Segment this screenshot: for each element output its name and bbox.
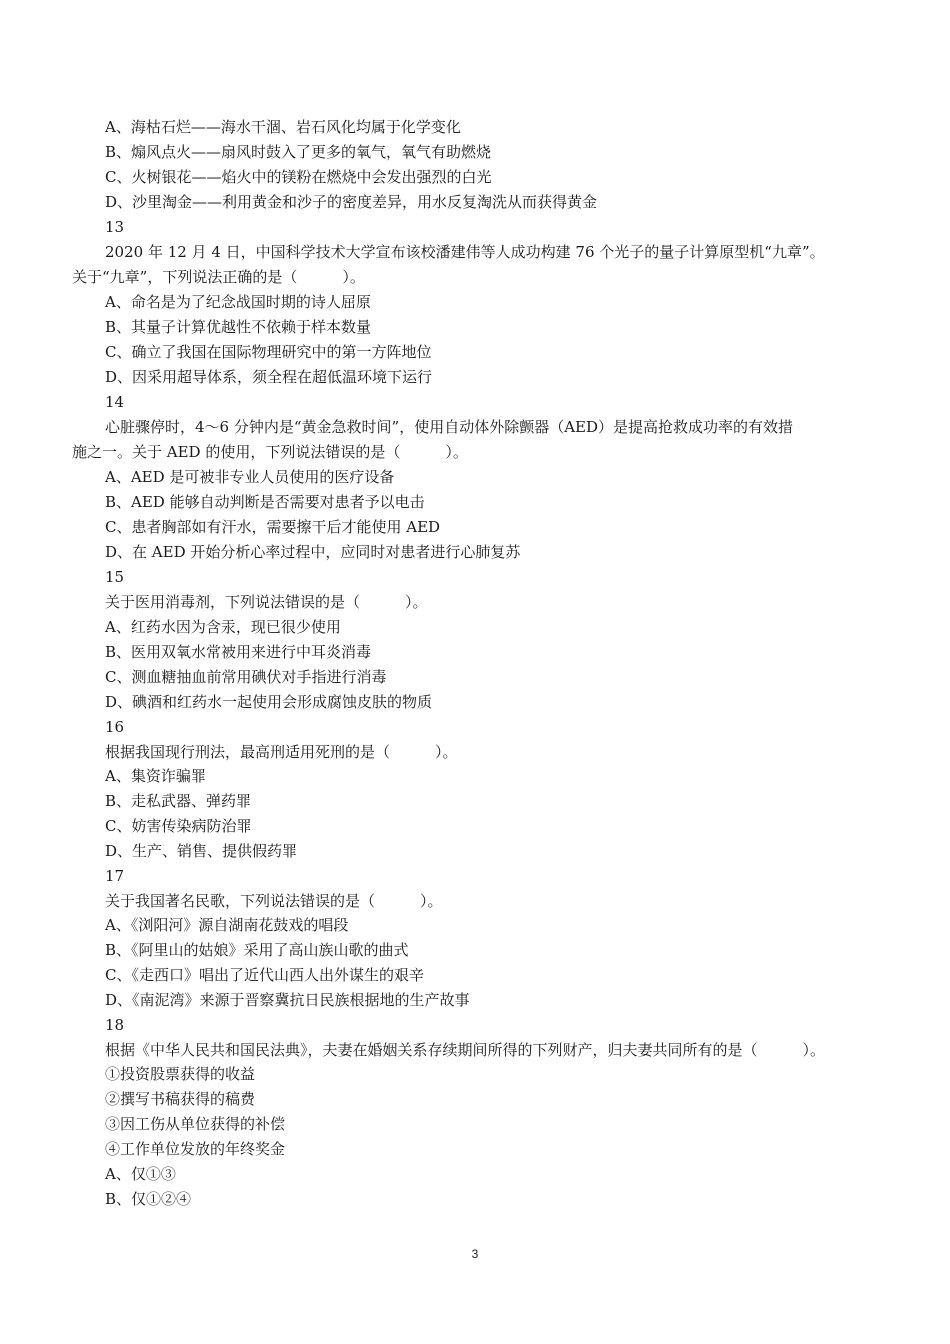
q17-option-b: B、《阿里山的姑娘》采用了高山族山歌的曲式 (105, 941, 409, 959)
q16-option-d: D、生产、销售、提供假药罪 (105, 842, 298, 860)
q16-option-a: A、集资诈骗罪 (105, 767, 206, 785)
q13-option-a: A、命名是为了纪念战国时期的诗人屈原 (105, 293, 371, 311)
q14-number: 14 (105, 393, 125, 411)
q18-item-4: ④工作单位发放的年终奖金 (105, 1140, 286, 1158)
q18-number: 18 (105, 1016, 125, 1034)
q18-stem: 根据《中华人民共和国民法典》，夫妻在婚姻关系存续期间所得的下列财产，归夫妻共同所有的是（ ）。 (105, 1041, 826, 1059)
q13-option-c: C、确立了我国在国际物理研究中的第一方阵地位 (105, 343, 432, 361)
page-number: 3 (471, 1247, 479, 1261)
q15-number: 15 (105, 568, 125, 586)
q15-option-a: A、红药水因为含汞，现已很少使用 (105, 618, 341, 636)
q15-option-d: D、碘酒和红药水一起使用会形成腐蚀皮肤的物质 (105, 693, 433, 711)
q12-option-c: C、火树银花——焰火中的镁粉在燃烧中会发出强烈的白光 (105, 168, 492, 186)
q16-stem: 根据我国现行刑法，最高刑适用死刑的是（ ）。 (105, 743, 458, 761)
q13-number: 13 (105, 218, 125, 236)
q15-option-b: B、医用双氧水常被用来进行中耳炎消毒 (105, 643, 372, 661)
q17-stem: 关于我国著名民歌，下列说法错误的是（ ）。 (105, 892, 443, 910)
q14-stem-line2: 施之一。关于 AED 的使用，下列说法错误的是（ ）。 (72, 443, 468, 461)
q16-number: 16 (105, 718, 125, 736)
q13-stem-line1: 2020 年 12 月 4 日，中国科学技术大学宣布该校潘建伟等人成功构建 76 个光子的量子计算原型机“九章”。 (105, 243, 825, 261)
q17-number: 17 (105, 867, 125, 885)
q13-option-b: B、其量子计算优越性不依赖于样本数量 (105, 318, 372, 336)
q15-stem: 关于医用消毒剂，下列说法错误的是（ ）。 (105, 593, 428, 611)
q18-item-2: ②撰写书稿获得的稿费 (105, 1090, 256, 1108)
q12-option-b: B、煽风点火——扇风时鼓入了更多的氧气，氧气有助燃烧 (105, 143, 492, 161)
q14-option-c: C、患者胸部如有汗水，需要擦干后才能使用 AED (105, 518, 441, 536)
q18-item-1: ①投资股票获得的收益 (105, 1065, 256, 1083)
q18-item-3: ③因工伤从单位获得的补偿 (105, 1115, 286, 1133)
q12-option-d: D、沙里淘金——利用黄金和沙子的密度差异，用水反复淘洗从而获得黄金 (105, 193, 598, 211)
q17-option-d: D、《南泥湾》来源于晋察冀抗日民族根据地的生产故事 (105, 991, 470, 1009)
q12-option-a: A、海枯石烂——海水干涸、岩石风化均属于化学变化 (105, 118, 461, 136)
q14-option-b: B、AED 能够自动判断是否需要对患者予以电击 (105, 493, 425, 511)
q17-option-c: C、《走西口》唱出了近代山西人出外谋生的艰辛 (105, 966, 424, 984)
q15-option-c: C、测血糖抽血前常用碘伏对手指进行消毒 (105, 668, 387, 686)
q13-option-d: D、因采用超导体系，须全程在超低温环境下运行 (105, 368, 433, 386)
q18-option-a: A、仅①③ (105, 1165, 176, 1183)
q17-option-a: A、《浏阳河》源自湖南花鼓戏的唱段 (105, 916, 349, 934)
q16-option-c: C、妨害传染病防治罪 (105, 817, 252, 835)
q14-option-a: A、AED 是可被非专业人员使用的医疗设备 (105, 468, 395, 486)
q16-option-b: B、走私武器、弹药罪 (105, 792, 252, 810)
q18-option-b: B、仅①②④ (105, 1190, 192, 1208)
q14-option-d: D、在 AED 开始分析心率过程中，应同时对患者进行心肺复苏 (105, 543, 521, 561)
q13-stem-line2: 关于“九章”，下列说法正确的是（ ）。 (72, 268, 365, 286)
q14-stem-line1: 心脏骤停时，4～6 分钟内是“黄金急救时间”，使用自动体外除颤器（AED）是提高抢救成功率的有效措 (105, 418, 794, 436)
